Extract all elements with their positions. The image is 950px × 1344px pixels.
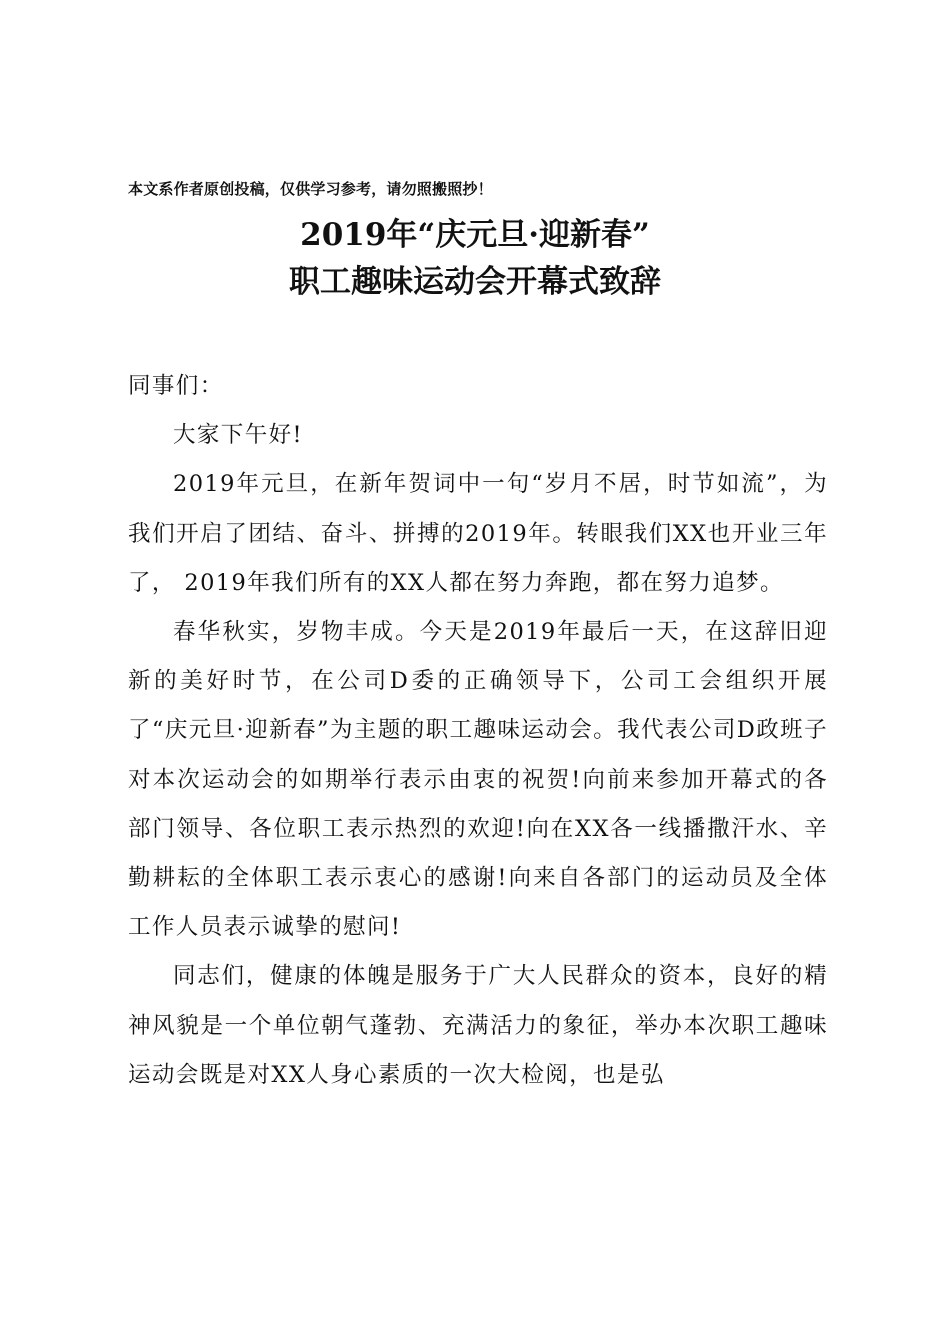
paragraph-congratulations: 春华秋实，岁物丰成。今天是2019年最后一天，在这辞旧迎新的美好时节，在公司D委的正确领导下，公司工会组织开展了“庆元旦·迎新春”为主题的职工趣味运动会。我代表公司D政班子对本次运动会的如期举行表示由衷的祝贺!向前来参加开幕式的各部门领导、各位职工表示热烈的欢迎!向在XX各一线播撒汗水、辛勤耕耘的全体职工表示衷心的感谢!向来自各部门的运动员及全体工作人员表示诚挚的慰问!: [128, 619, 828, 941]
document-body: [128, 362, 828, 1100]
title-line-2: 职工趣味运动会开幕式致辞: [289, 264, 661, 300]
paragraph-health: 同志们，健康的体魄是服务于广大人民群众的资本，良好的精神风貌是一个单位朝气蓬勃、充满活力的象征，举办本次职工趣味运动会既是对XX人身心素质的一次大检阅，也是弘: [128, 963, 828, 1088]
copyright-notice: 本文系作者原创投稿，仅供学习参考，请勿照搬照抄！: [128, 180, 493, 198]
salutation: 同事们：: [128, 373, 224, 399]
paragraph-greeting: 大家下午好!: [173, 422, 303, 449]
title-line-1: 2019年“庆元旦·迎新春”: [300, 217, 650, 253]
paragraph-new-year: 2019年元旦，在新年贺词中一句“岁月不居，时节如流”，为我们开启了团结、奋斗、拼搏的2019年。转眼我们XX也开业三年了， 2019年我们所有的XX人都在努力奔跑，都在努力追梦。: [128, 471, 828, 596]
